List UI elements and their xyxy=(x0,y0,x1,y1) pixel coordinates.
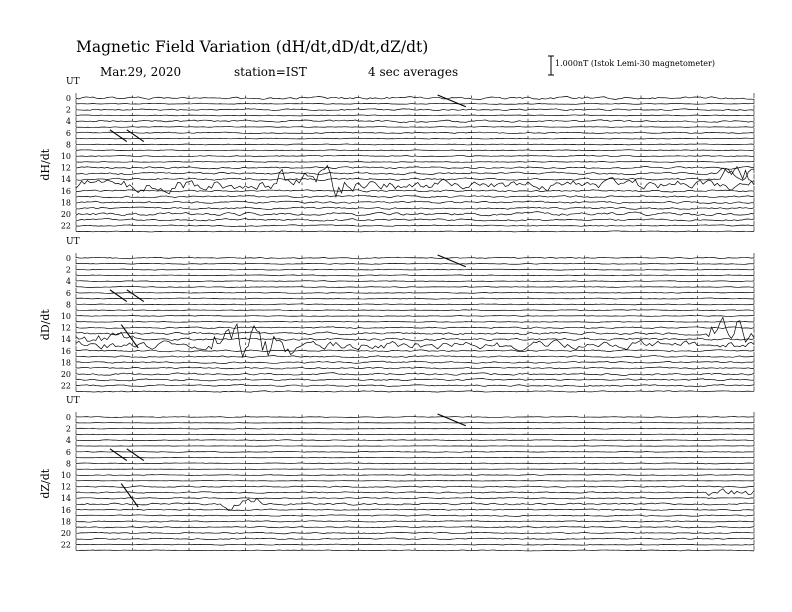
ticks-hour-20 xyxy=(76,528,754,533)
hour-label: 14 xyxy=(60,175,71,185)
jump-connector xyxy=(127,130,144,142)
ticks-hour-3 xyxy=(76,429,754,434)
hour-label: 4 xyxy=(65,277,71,287)
jump-connector xyxy=(438,255,466,267)
ticks-hour-9 xyxy=(76,464,754,469)
ticks-hour-6 xyxy=(76,288,754,293)
ticks-hour-18 xyxy=(76,516,754,521)
hour-label: 8 xyxy=(65,459,71,469)
hour-label: 12 xyxy=(60,323,71,333)
ticks-hour-5 xyxy=(76,282,754,287)
ticks-hour-3 xyxy=(76,270,754,275)
ticks-hour-7 xyxy=(76,134,754,139)
jump-connector xyxy=(110,290,127,302)
component-label: dZ/dt xyxy=(39,468,52,499)
jump-connector xyxy=(127,449,144,461)
hour-label: 12 xyxy=(60,482,71,492)
ticks-hour-2 xyxy=(76,265,754,270)
chart-title: Magnetic Field Variation (dH/dt,dD/dt,dZ/dt) xyxy=(76,38,429,56)
ticks-hour-1 xyxy=(76,259,754,264)
ticks-hour-16 xyxy=(76,505,754,510)
hour-label: 22 xyxy=(60,381,71,391)
ticks-hour-22 xyxy=(76,540,754,545)
hour-label: 20 xyxy=(60,210,71,219)
ticks-hour-2 xyxy=(76,105,754,110)
station-label: station=IST xyxy=(234,65,307,79)
ticks-hour-4 xyxy=(76,435,754,440)
ticks-hour-10 xyxy=(76,151,754,156)
ticks-hour-14 xyxy=(76,493,754,498)
hour-label: 10 xyxy=(60,152,71,161)
ticks-hour-10 xyxy=(76,311,754,316)
trace-hour-15 xyxy=(76,165,754,196)
hour-label: 0 xyxy=(65,94,71,103)
ticks-hour-9 xyxy=(76,145,754,150)
hour-label: 8 xyxy=(65,140,71,150)
scale-bar xyxy=(548,56,554,75)
hour-label: 8 xyxy=(65,300,71,310)
ticks-hour-4 xyxy=(76,276,754,281)
ticks-hour-17 xyxy=(76,192,754,197)
jump-connector xyxy=(110,130,127,142)
ticks-hour-10 xyxy=(76,470,754,475)
ticks-hour-16 xyxy=(76,346,754,351)
hour-label: 20 xyxy=(60,370,71,379)
hour-label: 10 xyxy=(60,312,71,321)
ticks-hour-1 xyxy=(76,418,754,423)
hour-label: 6 xyxy=(65,447,71,457)
ticks-hour-11 xyxy=(76,476,754,481)
hour-label: 16 xyxy=(60,346,71,356)
jump-connector xyxy=(438,95,466,107)
trace-hour-14 xyxy=(76,167,754,185)
ticks-hour-7 xyxy=(76,453,754,458)
hour-label: 2 xyxy=(65,105,71,115)
ticks-hour-23 xyxy=(76,386,754,391)
hour-label: 22 xyxy=(60,221,71,231)
ticks-hour-6 xyxy=(76,447,754,452)
hour-label: 6 xyxy=(65,128,71,138)
hour-label: 2 xyxy=(65,424,71,434)
ticks-hour-6 xyxy=(76,128,754,133)
jump-connector xyxy=(110,449,127,461)
ut-axis-label: UT xyxy=(66,396,80,406)
ticks-hour-2 xyxy=(76,424,754,429)
hour-label: 16 xyxy=(60,505,71,515)
ticks-hour-11 xyxy=(76,317,754,322)
hour-label: 10 xyxy=(60,471,71,480)
ticks-hour-17 xyxy=(76,511,754,516)
component-label: dD/dt xyxy=(39,309,52,341)
ticks-hour-18 xyxy=(76,357,754,362)
panel-dd-dt xyxy=(39,237,754,392)
hour-label: 18 xyxy=(60,198,71,208)
hour-label: 2 xyxy=(65,265,71,275)
component-label: dH/dt xyxy=(39,148,52,181)
ut-axis-label: UT xyxy=(66,77,80,87)
hour-label: 0 xyxy=(65,254,71,263)
panel-dz-dt xyxy=(39,396,754,551)
date-label: Mar.29, 2020 xyxy=(100,65,182,79)
ticks-hour-0 xyxy=(76,412,754,417)
ticks-hour-21 xyxy=(76,375,754,380)
ticks-hour-14 xyxy=(76,174,754,179)
ticks-hour-12 xyxy=(76,163,754,168)
panel-dh-dt xyxy=(39,77,754,232)
hour-label: 14 xyxy=(60,494,71,504)
ticks-hour-5 xyxy=(76,441,754,446)
jump-connector xyxy=(127,290,144,302)
ticks-hour-23 xyxy=(76,226,754,231)
ticks-hour-8 xyxy=(76,139,754,144)
ticks-hour-3 xyxy=(76,110,754,115)
ticks-hour-21 xyxy=(76,534,754,539)
ticks-hour-20 xyxy=(76,369,754,374)
ticks-hour-16 xyxy=(76,186,754,191)
ticks-hour-20 xyxy=(76,209,754,214)
hour-label: 22 xyxy=(60,540,71,550)
hour-label: 12 xyxy=(60,163,71,173)
ut-axis-label: UT xyxy=(66,237,80,247)
hour-label: 4 xyxy=(65,117,71,127)
hour-label: 18 xyxy=(60,358,71,368)
ticks-hour-12 xyxy=(76,323,754,328)
ticks-hour-1 xyxy=(76,99,754,104)
ticks-hour-8 xyxy=(76,458,754,463)
ticks-hour-19 xyxy=(76,522,754,527)
averaging-label: 4 sec averages xyxy=(368,65,459,79)
hour-label: 6 xyxy=(65,288,71,298)
jump-connector xyxy=(438,414,466,426)
ticks-hour-11 xyxy=(76,157,754,162)
ticks-hour-8 xyxy=(76,299,754,304)
ticks-hour-22 xyxy=(76,221,754,226)
hour-label: 4 xyxy=(65,436,71,446)
scale-bar-label: 1.000nT (Istok Lemi-30 magnetometer) xyxy=(555,59,715,68)
ticks-hour-19 xyxy=(76,203,754,208)
hour-label: 16 xyxy=(60,186,71,196)
ticks-hour-0 xyxy=(76,93,754,98)
hour-label: 14 xyxy=(60,335,71,345)
hour-label: 18 xyxy=(60,517,71,527)
ticks-hour-13 xyxy=(76,487,754,492)
ticks-hour-12 xyxy=(76,482,754,487)
hour-label: 0 xyxy=(65,413,71,422)
hour-label: 20 xyxy=(60,529,71,538)
